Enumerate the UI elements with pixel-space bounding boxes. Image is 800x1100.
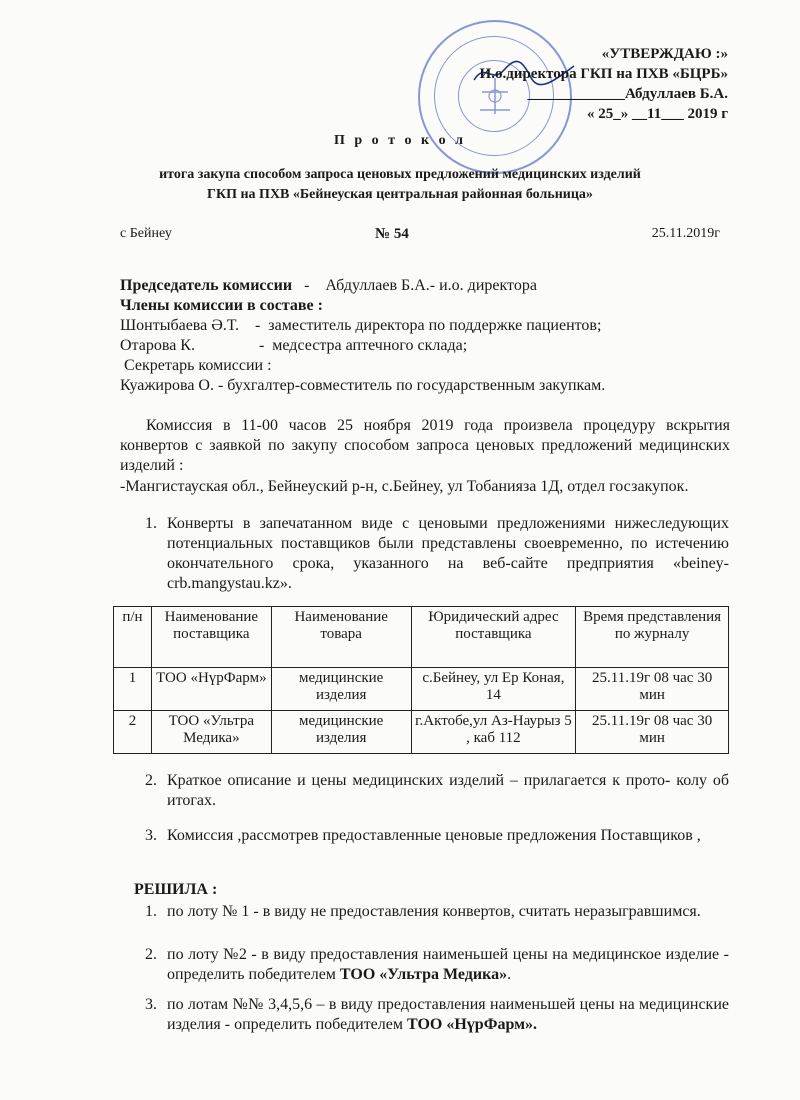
numbered-item (145, 771, 729, 811)
numbered-item (145, 514, 729, 594)
table-cell: с.Бейнеу, ул Ер Коная, 14 (411, 668, 576, 711)
table-header: Наименование поставщика (151, 607, 271, 668)
table-cell: г.Актобе,ул Аз-Наурыз 5 , каб 112 (411, 711, 576, 754)
members-label: Члены комиссии в составе : (120, 297, 323, 314)
table-header: Время представления по журналу (576, 607, 729, 668)
commission-block (120, 276, 605, 396)
approval-block (480, 44, 728, 124)
table-cell: 25.11.19г 08 час 30 мин (576, 668, 729, 711)
approval-date: « 25_» __11___ 2019 г (587, 106, 728, 122)
table-cell: медицинские изделия (271, 711, 411, 754)
document-number: № 54 (375, 226, 409, 242)
item-text: по лоту № 1 - в виду не предоставления конвертов, считать неразыгравшимся. (167, 903, 701, 920)
table-row (114, 668, 729, 711)
table-cell: ТОО «Ультра Медика» (151, 711, 271, 754)
table-cell: 1 (114, 668, 152, 711)
winner-name: ТОО «НүрФарм». (407, 1016, 537, 1033)
document-subtitle-1: итога закупа способом запроса ценовых предложений медицинских изделий (159, 167, 641, 182)
address-paragraph: -Мангистауская обл., Бейнеуский р-н, с.Бейнеу, ул Тобанияза 1Д, отдел госзакупок. (120, 478, 689, 495)
approval-title: «УТВЕРЖДАЮ :» (601, 46, 728, 62)
member-item: Отарова К. - медсестра аптечного склада; (120, 337, 468, 354)
item-text: Комиссия ,рассмотрев предоставленные ценовые предложения Поставщиков , (167, 827, 701, 844)
document-place: с Бейнеу (120, 226, 172, 241)
table-cell: ТОО «НүрФарм» (151, 668, 271, 711)
decision-label: РЕШИЛА : (134, 881, 218, 898)
item-number: 3. (145, 827, 157, 844)
decision-item (145, 902, 729, 922)
item-text-end: . (507, 966, 512, 983)
item-text: по лотам №№ 3,4,5,6 – в виду предоставления наименьшей цены на медицинские изделия - определить победителем (167, 996, 729, 1033)
intro-paragraph: Комиссия в 11-00 часов 25 ноября 2019 года произвела процедуру вскрытия конвертов с заявкой по закупу способом запроса ценовых предложений медицинских изделий : (120, 417, 730, 474)
suppliers-table (113, 606, 729, 754)
table-header: п/н (114, 607, 152, 668)
item-number: 2. (145, 772, 157, 789)
item-text: Краткое описание и цены медицинских изделий – прилагается к прото- колу об итогах. (167, 772, 729, 809)
item-text: Конверты в запечатанном виде с ценовыми предложениями нижеследующих потенциальных поставщиков были представлены своевременно, по истечению окончательного срока, указанного на веб-сайте предприятия «beiney-crb.mangystau.kz». (167, 515, 729, 592)
secretary-value: Куажирова О. - бухгалтер-совместитель по государственным закупкам. (120, 377, 606, 394)
table-row (114, 711, 729, 754)
approval-position: И.о.директора ГКП на ПХВ «БЦРБ» (479, 66, 728, 82)
table-header-row (114, 607, 729, 668)
table-cell: медицинские изделия (271, 668, 411, 711)
member-item: Шонтыбаева Ә.Т. - заместитель директора по поддержке пациентов; (120, 317, 602, 334)
table-header: Наименование товара (271, 607, 411, 668)
document-date: 25.11.2019г (651, 226, 720, 241)
approval-signatory: _____________Абдуллаев Б.А. (527, 86, 728, 102)
chair-value: - Абдуллаев Б.А.- и.о. директора (292, 277, 537, 294)
item-number: 2. (145, 946, 157, 963)
item-number: 1. (145, 515, 157, 532)
table-header: Юридический адрес поставщика (411, 607, 576, 668)
table-cell: 25.11.19г 08 час 30 мин (576, 711, 729, 754)
numbered-item (145, 826, 729, 846)
document-subtitle-2: ГКП на ПХВ «Бейнеуская центральная районная больница» (207, 187, 593, 202)
table-cell: 2 (114, 711, 152, 754)
item-number: 1. (145, 903, 157, 920)
chair-label: Председатель комиссии (120, 277, 293, 294)
secretary-label: Секретарь комиссии : (120, 357, 272, 374)
decision-item (145, 945, 729, 985)
decision-item (145, 995, 729, 1035)
item-text: по лоту №2 - в виду предоставления наименьшей цены на медицинское изделие - определить победителем (167, 946, 729, 983)
document-heading: П р о т о к о л (334, 133, 466, 148)
item-number: 3. (145, 996, 157, 1013)
winner-name: ТОО «Ультра Медика» (339, 966, 508, 983)
